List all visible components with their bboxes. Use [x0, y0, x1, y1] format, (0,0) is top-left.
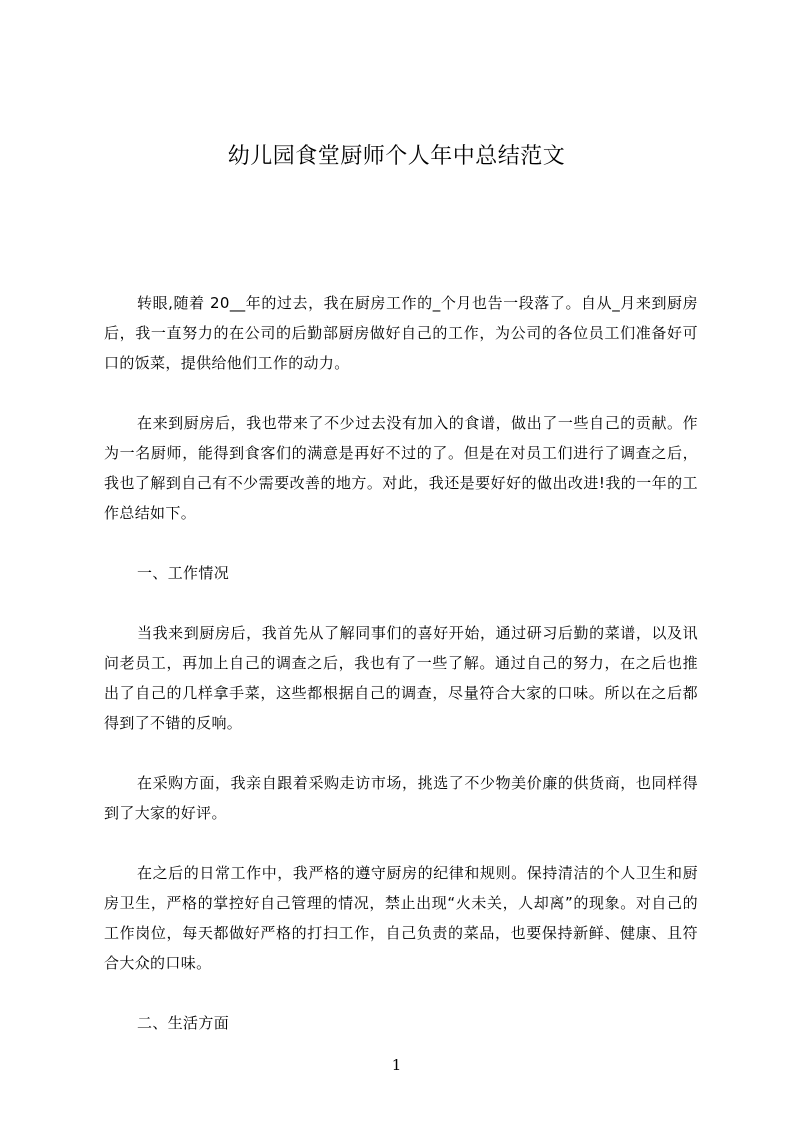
document-title: 幼儿园食堂厨师个人年中总结范文 — [227, 144, 566, 169]
work-paragraph-3: 在之后的日常工作中，我严格的遵守厨房的纪律和规则。保持清洁的个人卫生和厨房卫生，严格的掌控好自己管理的情况，禁止出现“火未关，人却离”的现象。对自己的工作岗位，每天都做好严格的打扫工作，自己负责的菜品，也要保持新鲜、健康、且符合大众的口味。 — [104, 864, 698, 972]
page-number: 1 — [391, 1056, 402, 1074]
intro-paragraph-2: 在来到厨房后，我也带来了不少过去没有加入的食谱，做出了一些自己的贡献。作为一名厨师，能得到食客们的满意是再好不过的了。但是在对员工们进行了调查之后，我也了解到自己有不少需要改善的地方。对此，我还是要好好的做出改进!我的一年的工作总结如下。 — [104, 414, 698, 522]
section-heading-work: 一、工作情况 — [137, 564, 230, 582]
section-heading-life: 二、生活方面 — [137, 1014, 230, 1032]
paragraph-gap — [104, 828, 698, 858]
paragraph-gap — [104, 978, 698, 1008]
paragraph-gap — [104, 528, 698, 558]
paragraph-gap — [104, 588, 698, 618]
work-paragraph-1: 当我来到厨房后，我首先从了解同事们的喜好开始，通过研习后勤的菜谱，以及讯问老员工，再加上自己的调查之后，我也有了一些了解。通过自己的努力，在之后也推出了自己的几样拿手菜，这些都根据自己的调查，尽量符合大家的口味。所以在之后都得到了不错的反响。 — [104, 624, 698, 732]
paragraph-gap — [104, 378, 698, 408]
work-paragraph-2: 在采购方面，我亲自跟着采购走访市场，挑选了不少物美价廉的供货商，也同样得到了大家的好评。 — [104, 774, 698, 822]
paragraph-gap — [104, 738, 698, 768]
document-body — [104, 288, 698, 1038]
intro-paragraph-1: 转眼,随着 20__年的过去，我在厨房工作的_个月也告一段落了。自从_月来到厨房后，我一直努力的在公司的后勤部厨房做好自己的工作，为公司的各位员工们准备好可口的饭菜，提供给他们工作的动力。 — [104, 294, 698, 372]
